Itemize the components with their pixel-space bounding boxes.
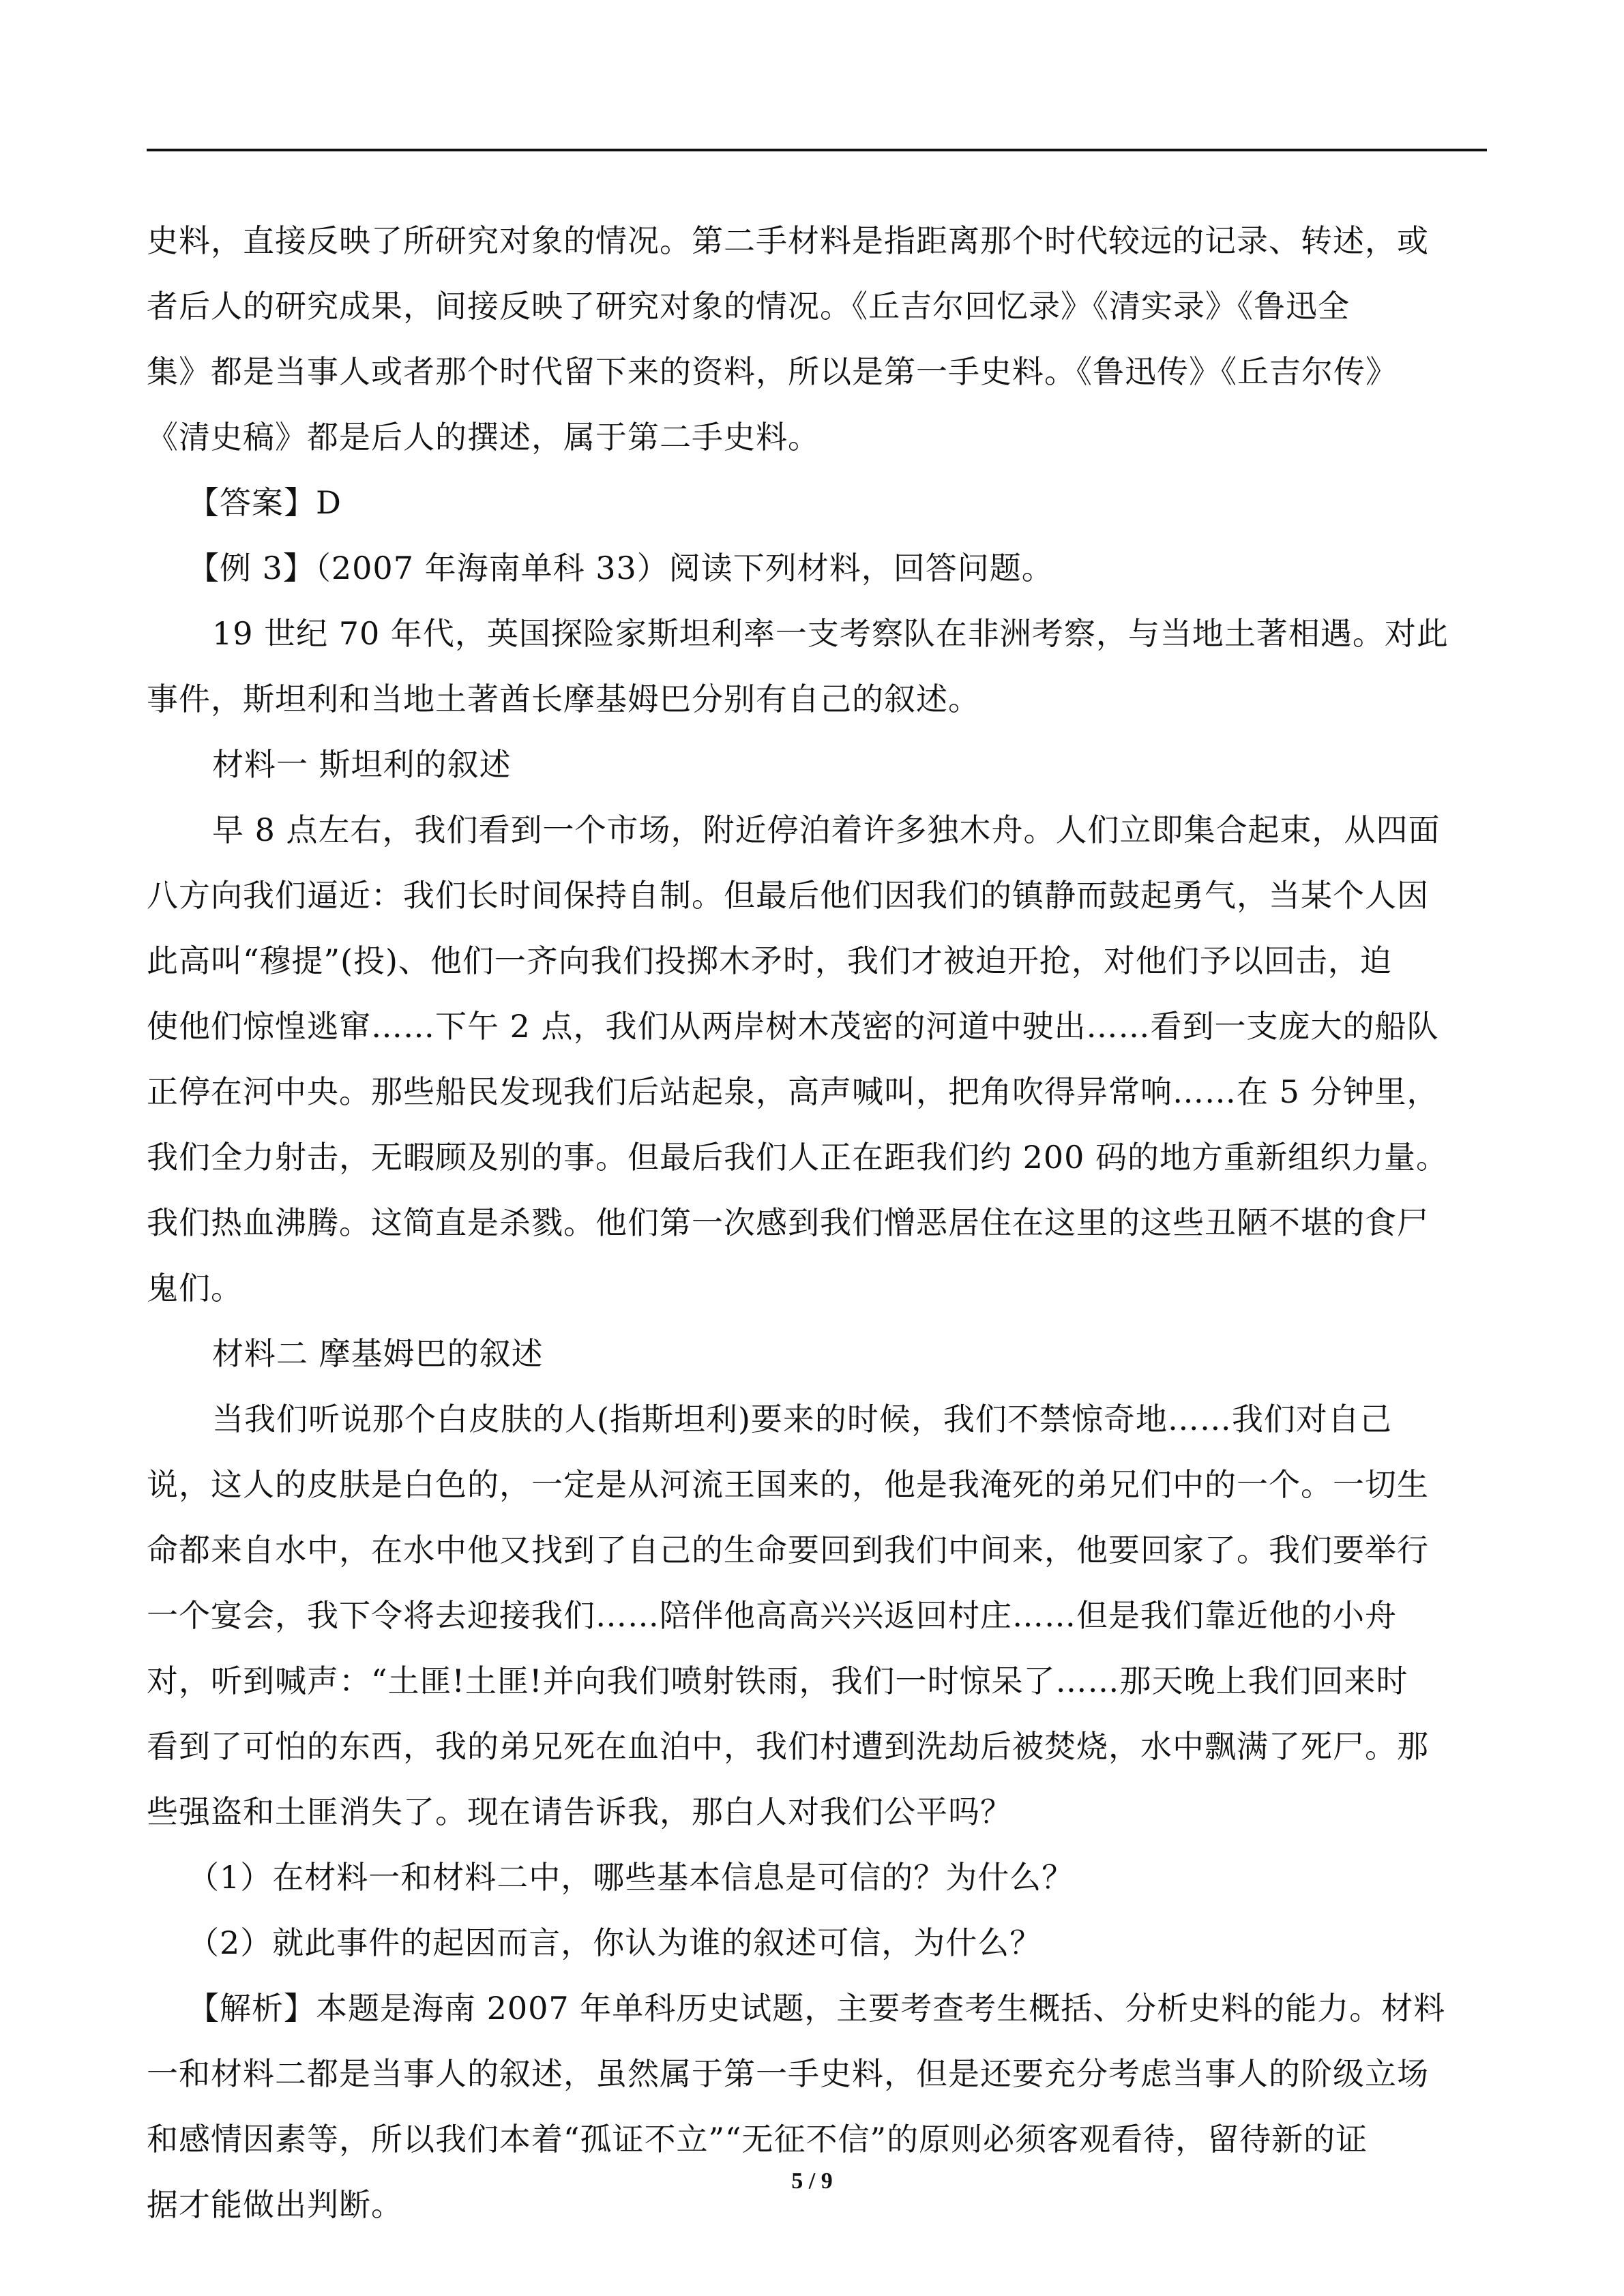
text-line: 一个宴会，我下令将去迎接我们……陪伴他高高兴兴返回村庄……但是我们靠近他的小舟 (147, 1597, 1397, 1634)
text-line: 当我们听说那个白皮肤的人(指斯坦利)要来的时候，我们不禁惊奇地……我们对自己 (212, 1401, 1392, 1437)
text-line: 看到了可怕的东西，我的弟兄死在血泊中，我们村遭到洗劫后被焚烧，水中飘满了死尸。那 (147, 1728, 1429, 1765)
text-line: 命都来自水中，在水中他又找到了自己的生命要回到我们中间来，他要回家了。我们要举行 (147, 1532, 1429, 1568)
text-line: 集》都是当事人或者那个时代留下来的资料，所以是第一手史料。《鲁迅传》《丘吉尔传》 (147, 353, 1398, 390)
text-line: 些强盗和土匪消失了。现在请告诉我，那白人对我们公平吗？ (147, 1793, 1012, 1830)
text-line: 据才能做出判断。 (147, 2186, 403, 2223)
text-line: 材料二 摩基姆巴的叙述 (212, 1335, 544, 1372)
document-body (147, 208, 1487, 2237)
header-rule (147, 149, 1487, 151)
text-line: 史料，直接反映了所研究对象的情况。第二手材料是指距离那个时代较远的记录、转述，或 (147, 222, 1429, 259)
text-line: 对，听到喊声：“土匪!土匪!并向我们喷射铁雨，我们一时惊呆了……那天晚上我们回来时 (147, 1663, 1408, 1699)
text-line: 说，这人的皮肤是白色的，一定是从河流王国来的，他是我淹死的弟兄们中的一个。一切生 (147, 1466, 1429, 1503)
text-line: 19 世纪 70 年代，英国探险家斯坦利率一支考察队在非洲考察，与当地土著相遇。对此 (212, 615, 1449, 652)
text-line: 我们全力射击，无暇顾及别的事。但最后我们人正在距我们约 200 码的地方重新组织力量。 (147, 1139, 1449, 1176)
text-line: 正停在河中央。那些船民发现我们后站起泉，高声喊叫，把角吹得异常响……在 5 分钟里， (147, 1073, 1439, 1110)
text-line: 【例 3】（2007 年海南单科 33）阅读下列材料，回答问题。 (188, 550, 1054, 586)
page-number: 5 / 9 (791, 2168, 833, 2194)
text-line: 者后人的研究成果，间接反映了研究对象的情况。《丘吉尔回忆录》《清实录》《鲁迅全 (147, 288, 1350, 325)
text-line: 此高叫“穆提”(投)、他们一齐向我们投掷木矛时，我们才被迫开抢，对他们予以回击，迫 (147, 942, 1392, 979)
text-line: 使他们惊惶逃窜……下午 2 点，我们从两岸树木茂密的河道中驶出……看到一支庞大的船队 (147, 1008, 1439, 1045)
text-line: 八方向我们逼近：我们长时间保持自制。但最后他们因我们的镇静而鼓起勇气，当某个人因 (147, 877, 1429, 914)
text-line: 一和材料二都是当事人的叙述，虽然属于第一手史料，但是还要充分考虑当事人的阶级立场 (147, 2055, 1429, 2092)
text-line: 事件，斯坦利和当地土著酋长摩基姆巴分别有自己的叙述。 (147, 681, 980, 717)
text-line: 【解析】本题是海南 2007 年单科历史试题，主要考查考生概括、分析史料的能力。材料 (188, 1990, 1446, 2027)
text-line: 和感情因素等，所以我们本着“孤证不立”“无征不信”的原则必须客观看待，留待新的证 (147, 2121, 1368, 2158)
text-line: 【答案】D (188, 484, 342, 521)
text-line: （2）就此事件的起因而言，你认为谁的叙述可信，为什么？ (188, 1924, 1042, 1961)
text-line: 《清史稿》都是后人的撰述，属于第二手史料。 (147, 419, 820, 456)
text-line: 我们热血沸腾。这简直是杀戮。他们第一次感到我们憎恶居住在这里的这些丑陋不堪的食尸 (147, 1204, 1429, 1241)
text-line: （1）在材料一和材料二中，哪些基本信息是可信的？为什么？ (188, 1859, 1074, 1896)
text-line: 早 8 点左右，我们看到一个市场，附近停泊着许多独木舟。人们立即集合起束，从四面 (212, 811, 1441, 848)
text-line: 材料一 斯坦利的叙述 (212, 746, 512, 783)
text-line: 鬼们。 (147, 1270, 243, 1307)
